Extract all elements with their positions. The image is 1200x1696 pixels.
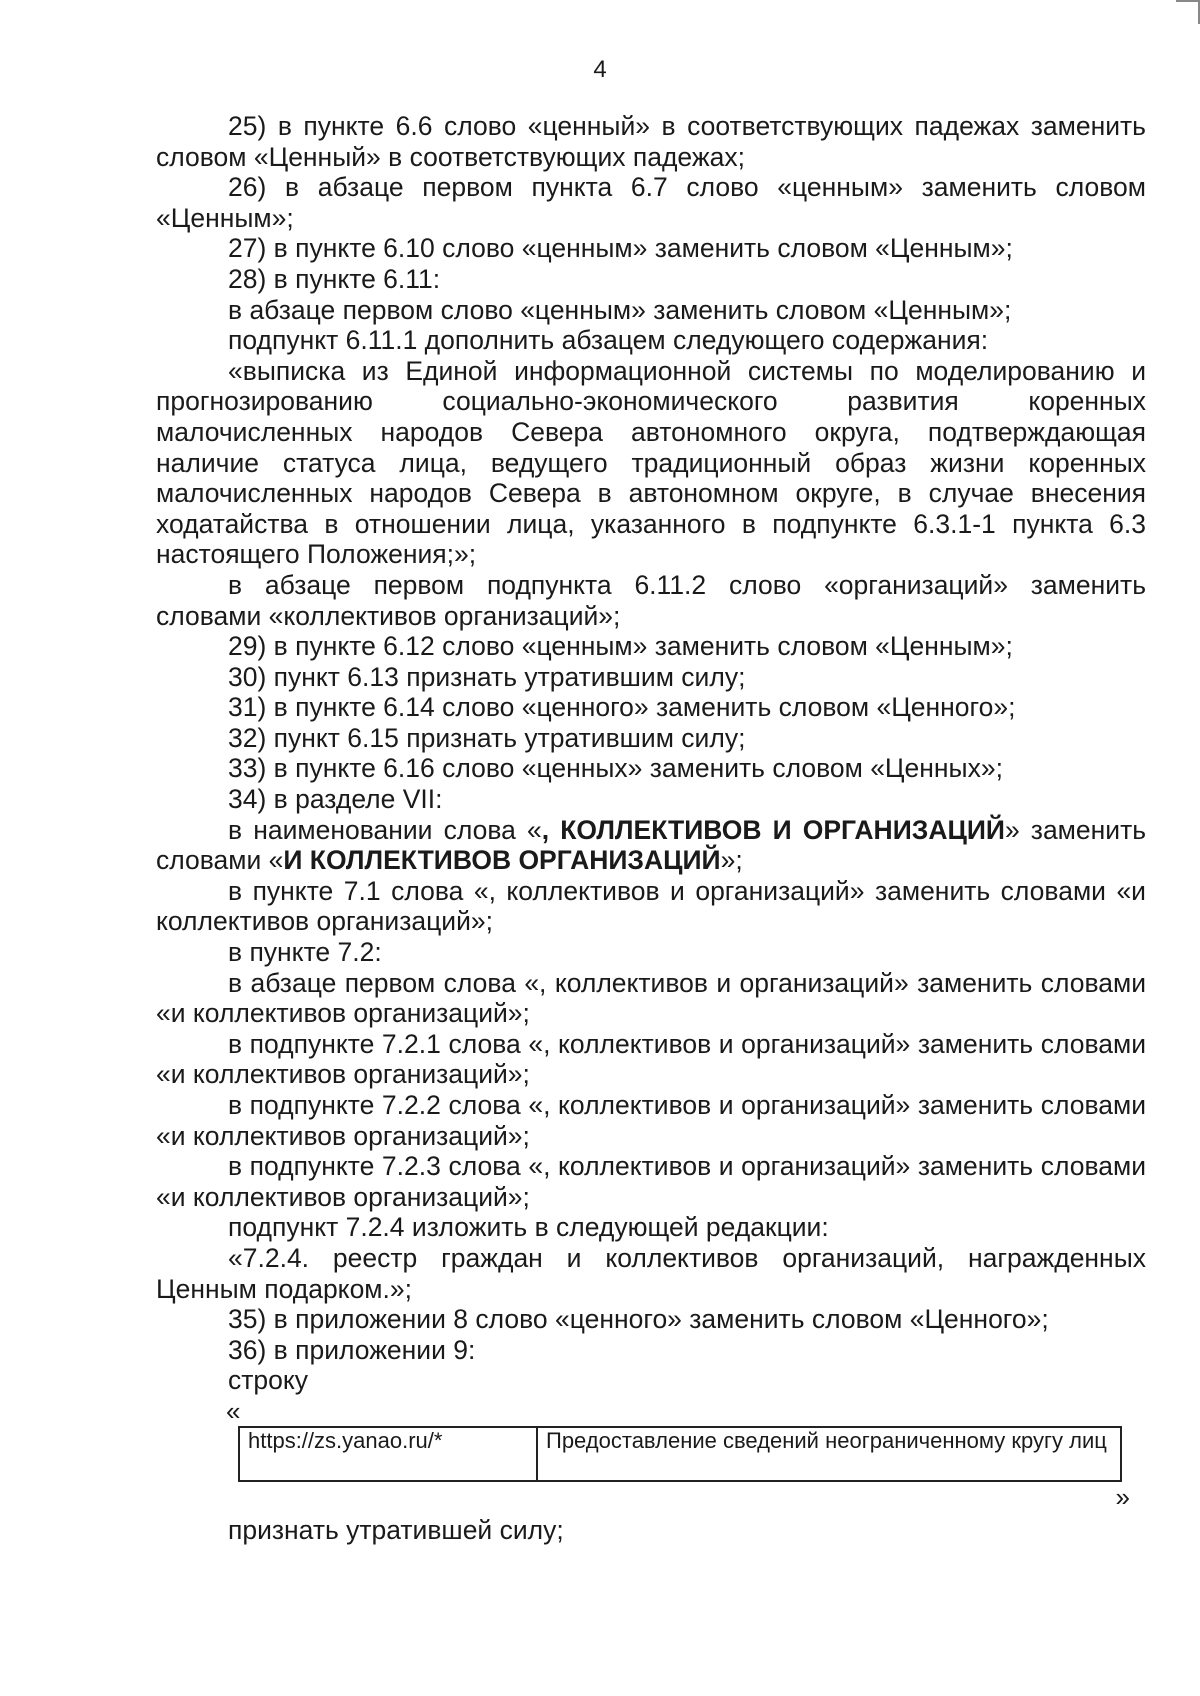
document-body (156, 111, 1146, 1546)
paragraph-28-first-abzats: в абзаце первом слово «ценным» заменить словом «Ценным»; (228, 294, 1012, 325)
paragraph-28-subitem-6-11-1: подпункт 6.11.1 дополнить абзацем следующего содержания: (228, 325, 989, 356)
page-corner-mark (1176, 0, 1200, 24)
paragraph-34-7-2-4: подпункт 7.2.4 изложить в следующей редакции: (228, 1212, 829, 1243)
paragraph-33: 33) в пункте 6.16 слово «ценных» заменить словом «Ценных»; (228, 753, 1003, 784)
paragraph-34-naming (156, 815, 1146, 876)
paragraph-28-subitem-6-11-2: в абзаце первом подпункта 6.11.2 слово «организаций» заменить словами «коллективов организаций»; (156, 569, 1146, 631)
table-cell-url: https://zs.yanao.ru/* (240, 1428, 538, 1480)
naming-before: в наименовании слова « (228, 814, 542, 845)
paragraph-34-7-2-3: в подпункте 7.2.3 слова «, коллективов и организаций» заменить словами «и коллективов организаций»; (156, 1151, 1146, 1212)
paragraph-34-item-7-2: в пункте 7.2: (228, 937, 382, 968)
paragraph-27: 27) в пункте 6.10 слово «ценным» заменить словом «Ценным»; (228, 233, 1013, 264)
paragraph-34-7-2-4-quoted: «7.2.4. реестр граждан и коллективов организаций, награжденных Ценным подарком.»; (156, 1242, 1146, 1304)
naming-old-words: , КОЛЛЕКТИВОВ И ОРГАНИЗАЦИЙ (541, 814, 1005, 845)
paragraph-25: 25) в пункте 6.6 слово «ценный» в соответствующих падежах заменить словом «Ценный» в соответствующих падежах; (156, 111, 1146, 172)
paragraph-30: 30) пункт 6.13 признать утратившим силу; (228, 661, 746, 692)
paragraph-29: 29) в пункте 6.12 слово «ценным» заменить словом «Ценным»; (228, 631, 1013, 662)
paragraph-34-7-2-first-abzats: в абзаце первом слова «, коллективов и организаций» заменить словами «и коллективов организаций»; (156, 967, 1146, 1029)
paragraph-34-item-7-1: в пункте 7.1 слова «, коллективов и организаций» заменить словами «и коллективов организаций»; (156, 875, 1146, 937)
paragraph-35: 35) в приложении 8 слово «ценного» заменить словом «Ценного»; (228, 1304, 1049, 1335)
paragraph-32: 32) пункт 6.15 признать утратившим силу; (228, 722, 746, 753)
naming-after: »; (720, 845, 743, 876)
paragraph-34-7-2-1: в подпункте 7.2.1 слова «, коллективов и организаций» заменить словами «и коллективов организаций»; (156, 1028, 1146, 1090)
paragraph-36-row-word: строку (228, 1365, 309, 1396)
naming-middle: » заменить словами « (156, 814, 1147, 876)
quoted-table (238, 1426, 1122, 1482)
paragraph-34-7-2-2: в подпункте 7.2.2 слова «, коллективов и организаций» заменить словами «и коллективов организаций»; (156, 1090, 1146, 1151)
paragraph-26: 26) в абзаце первом пункта 6.7 слово «ценным» заменить словом «Ценным»; (156, 172, 1146, 233)
page-number: 4 (593, 56, 607, 83)
table-open-quote: « (226, 1395, 241, 1426)
paragraph-36: 36) в приложении 9: (228, 1334, 476, 1365)
quoted-table-block (156, 1397, 1146, 1515)
table-cell-description: Предоставление сведений неограниченному кругу лиц (546, 1427, 1107, 1453)
paragraph-34: 34) в разделе VII: (228, 784, 443, 815)
final-line: признать утратившей силу; (228, 1514, 564, 1545)
paragraph-28-quoted-text: «выписка из Единой информационной системы по моделированию и прогнозированию социально-экономического развития коренных малочисленных народов Севера автономного округа, подтверждающая наличие статуса лица, ведущего традиционный образ жизни коренных малочисленных народов Севера в автономном округе, в случае внесения ходатайства в отношении лица, указанного в подпункте 6.3.1-1 пункта 6.3 настоящего Положения;»; (156, 355, 1146, 570)
naming-new-words: И КОЛЛЕКТИВОВ ОРГАНИЗАЦИЙ (283, 845, 721, 876)
paragraph-31: 31) в пункте 6.14 слово «ценного» заменить словом «Ценного»; (228, 692, 1016, 723)
paragraph-28: 28) в пункте 6.11: (228, 263, 441, 294)
table-close-quote: » (1115, 1481, 1130, 1512)
